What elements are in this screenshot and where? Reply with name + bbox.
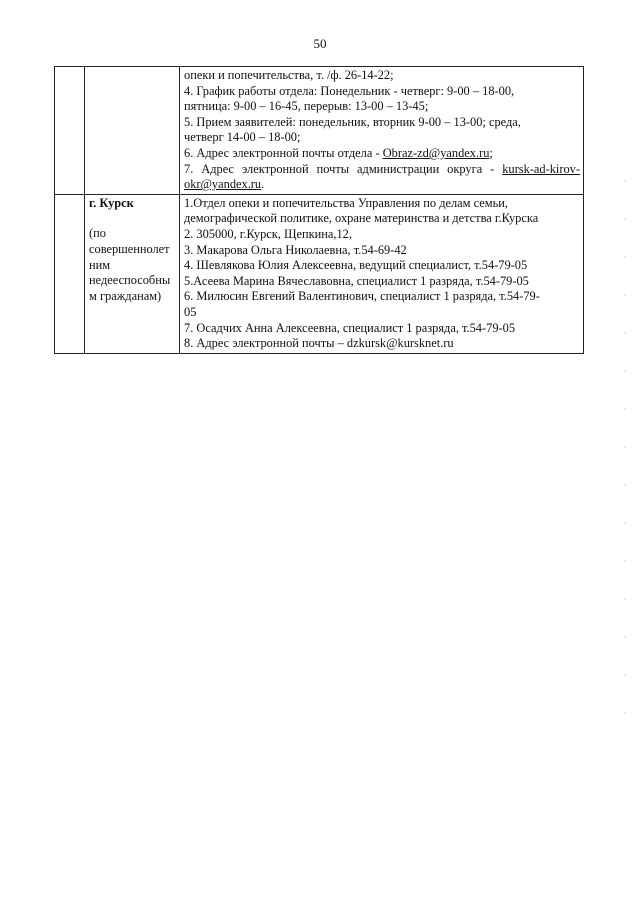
detail-line: пятница: 9-00 – 16-45, перерыв: 13-00 – 13-45; <box>184 99 429 114</box>
detail-line: 3. Макарова Ольга Николаевна, т.54-69-42 <box>184 242 407 257</box>
admin-email-line-cont <box>184 177 580 193</box>
number-cell <box>55 194 85 353</box>
city-note <box>89 226 176 304</box>
municipality-cell <box>85 194 180 353</box>
table-row <box>55 194 584 353</box>
note-line: м гражданам) <box>89 288 162 303</box>
dept-email-link[interactable]: Obraz-zd@yandex.ru <box>382 145 490 160</box>
detail-line: четверг 14-00 – 18-00; <box>184 130 301 145</box>
note-line: (по <box>89 226 106 241</box>
page-number: 50 <box>313 36 327 51</box>
admin-email-line <box>184 162 580 178</box>
detail-line: 5. Прием заявителей: понедельник, вторник 9-00 – 13-00; среда, <box>184 114 521 129</box>
dept-email-label: 6. Адрес электронной почты отдела - <box>184 145 383 160</box>
note-line: совершеннолет <box>89 241 170 256</box>
detail-line: опеки и попечительства, т. /ф. 26-14-22; <box>184 68 394 82</box>
detail-line: 4. Шевлякова Юлия Алексеевна, ведущий специалист, т.54-79-05 <box>184 258 528 273</box>
detail-line: 8. Адрес электронной почты – dzkursk@kursknet.ru <box>184 336 454 351</box>
municipality-cell <box>85 67 180 195</box>
punctuation: . <box>261 177 265 192</box>
scan-edge-marks <box>624 180 626 740</box>
details-cell <box>180 194 584 353</box>
admin-email-label: 7. Адрес электронной почты администрации округа - <box>184 161 503 176</box>
contacts-table <box>54 66 584 354</box>
table-row <box>55 67 584 195</box>
detail-line: 7. Осадчих Анна Алексеевна, специалист 1 разряда, т.54-79-05 <box>184 320 516 335</box>
detail-line: 5.Асеева Марина Вячеславовна, специалист 1 разряда, т.54-79-05 <box>184 273 529 288</box>
detail-line: демографической политике, охране материнства и детства г.Курска <box>184 211 539 226</box>
detail-line: 4. График работы отдела: Понедельник - четверг: 9-00 – 18-00, <box>184 83 515 98</box>
dept-email-line <box>184 146 580 162</box>
admin-email-link-part1[interactable]: kursk-ad-kirov- <box>502 161 580 176</box>
detail-line: 05 <box>184 304 197 319</box>
details-cell <box>180 67 584 195</box>
city-name: г. Курск <box>89 195 134 210</box>
punctuation: ; <box>489 145 493 160</box>
detail-line: 6. Милюсин Евгений Валентинович, специалист 1 разряда, т.54-79- <box>184 289 540 304</box>
number-cell <box>55 67 85 195</box>
admin-email-link-part2[interactable]: okr@yandex.ru <box>184 177 262 192</box>
detail-line: 2. 305000, г.Курск, Щепкина,12, <box>184 226 352 241</box>
note-line: ним <box>89 257 111 272</box>
detail-line: 1.Отдел опеки и попечительства Управления по делам семьи, <box>184 195 508 210</box>
note-line: недееспособны <box>89 273 171 288</box>
